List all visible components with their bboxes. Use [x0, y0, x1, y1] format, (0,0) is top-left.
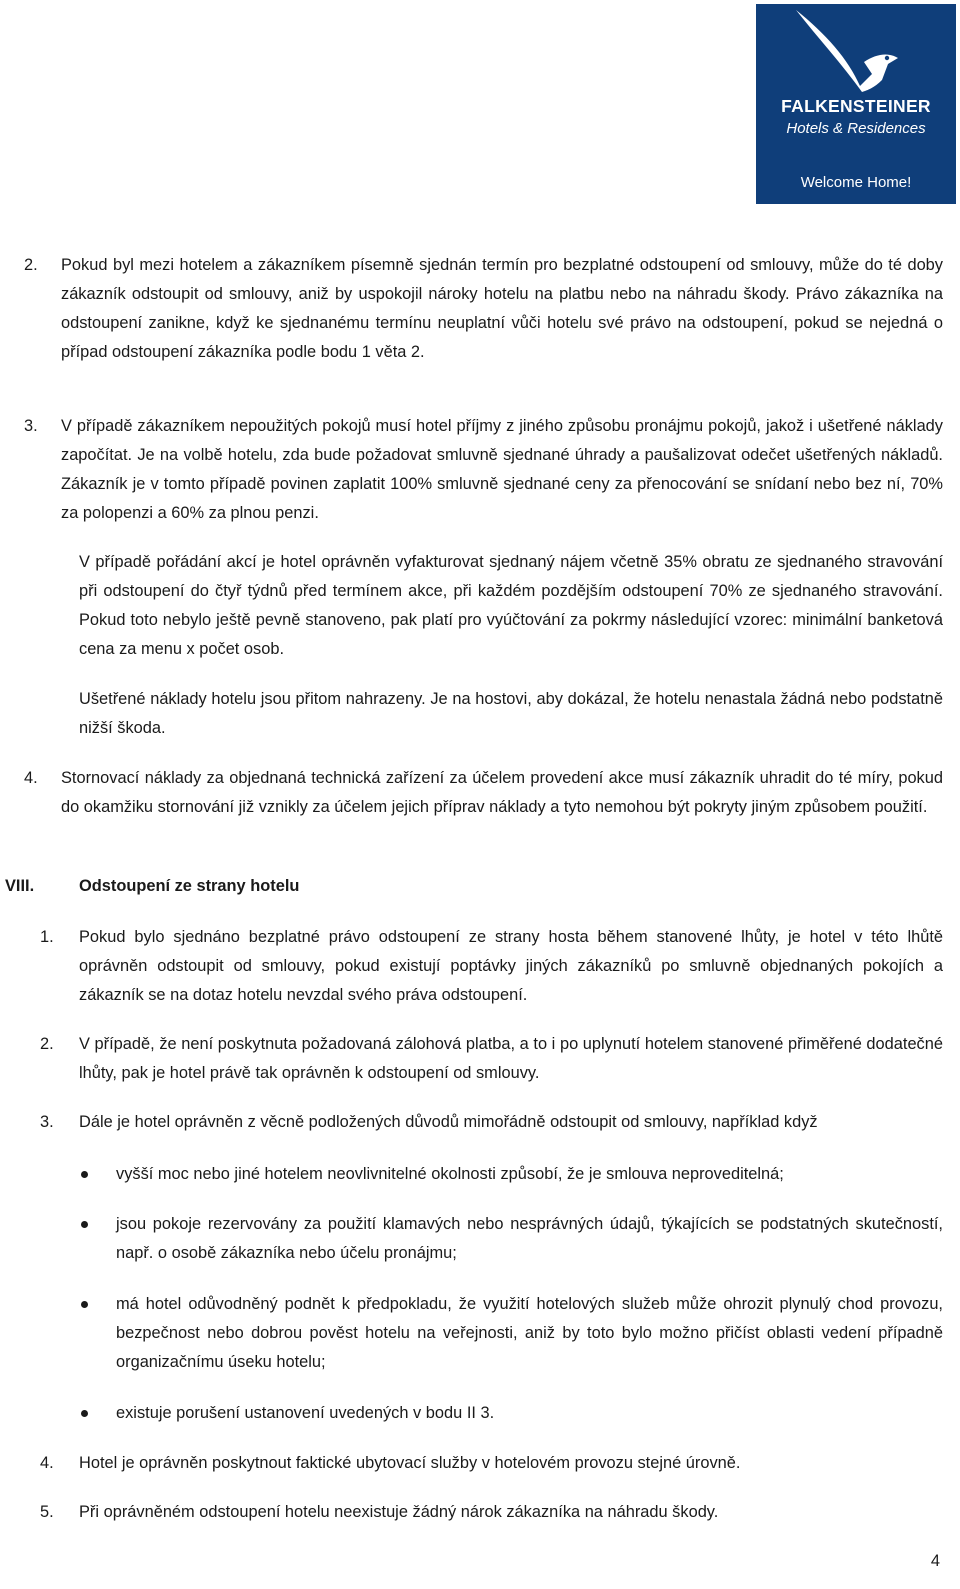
section-title: Odstoupení ze strany hotelu [79, 877, 300, 895]
item-number: 2. [24, 256, 38, 274]
paragraph-viii-4: Hotel je oprávněn poskytnout faktické ubytovací služby v hotelovém provozu stejné úrovně. [79, 1454, 741, 1472]
paragraph-vii-3: V případě zákazníkem nepoužitých pokojů musí hotel příjmy z jiného způsobu pronájmu pokojů, jakož i ušetřené náklady započítat. Je na volbě hotelu, zda bude požadovat smluvně sjednané úhrady a paušalizovat odečet ušetřených nákladů. Zákazník je v tomto případě povinen zaplatit 100% smluvně sjednané ceny za přenocování se snídaní nebo bez ní, 70% za polopenzi a 60% za plnou penzi. [61, 417, 943, 522]
paragraph-vii-4: Stornovací náklady za objednaná technická zařízení za účelem provedení akce musí zákazník uhradit do té míry, pokud do okamžiku stornování již vznikly za účelem jejich příprav náklady a tyto nemohou být pokryty jiným způsobem použití. [61, 769, 943, 816]
item-number: 2. [40, 1035, 54, 1053]
paragraph-viii-2: V případě, že není poskytnuta požadovaná zálohová platba, a to i po uplynutí hotelem stanovené přiměřené dodatečné lhůty, pak je hotel právě tak oprávněn k odstoupení od smlouvy. [79, 1035, 943, 1082]
bullet-item: jsou pokoje rezervovány za použití klamavých nebo nesprávných údajů, týkajících se podstatných skutečností, např. o osobě zákazníka nebo účelu pronájmu; [116, 1215, 943, 1262]
item-number: 3. [40, 1113, 54, 1131]
logo-slogan: Welcome Home! [800, 174, 912, 191]
item-number: 1. [40, 928, 54, 946]
paragraph-savings: Ušetřené náklady hotelu jsou přitom nahrazeny. Je na hostovi, aby dokázal, že hotelu nenastala žádná nebo podstatně nižší škoda. [79, 690, 943, 737]
bullet-item: vyšší moc nebo jiné hotelem neovlivnitelné okolnosti způsobí, že je smlouva neproveditelná; [116, 1165, 784, 1183]
item-number: 4. [40, 1454, 54, 1472]
falkensteiner-logo [756, 4, 956, 204]
bullet-item: má hotel odůvodněný podnět k předpokladu, že využití hotelových služeb může ohrozit plynulý chod provozu, bezpečnost nebo dobrou pověst hotelu na veřejnosti, aniž by toto bylo možno přičíst oblasti vedení případně organizačnímu úseku hotelu; [116, 1295, 943, 1371]
item-number: 4. [24, 769, 38, 787]
bullet-icon [81, 1301, 88, 1308]
bullet-item: existuje porušení ustanovení uvedených v bodu II 3. [116, 1404, 495, 1422]
section-number: VIII. [5, 877, 35, 895]
bullet-icon [81, 1410, 88, 1417]
paragraph-events: V případě pořádání akcí je hotel oprávněn vyfakturovat sjednaný nájem včetně 35% obratu ze sjednaného stravování při odstoupení do čtyř týdnů před termínem akce, při každém pozdějším odstoupení 70% ze sjednaného stravování. Pokud toto nebylo ještě pevně stanoveno, pak platí pro vyúčtování za pokrmy následující vzorec: minimální banketová cena za menu x počet osob. [79, 553, 943, 658]
paragraph-viii-3: Dále je hotel oprávněn z věcně podložených důvodů mimořádně odstoupit od smlouvy, například když [79, 1113, 818, 1131]
item-number: 5. [40, 1503, 54, 1521]
logo-name: FALKENSTEINER [781, 96, 931, 116]
paragraph-viii-5: Při oprávněném odstoupení hotelu neexistuje žádný nárok zákazníka na náhradu škody. [79, 1503, 719, 1521]
paragraph-viii-1: Pokud bylo sjednáno bezplatné právo odstoupení ze strany hosta během stanovené lhůty, je hotel v této lhůtě oprávněn odstoupit od smlouvy, pokud existují poptávky jiných zákazníků po smluvně objednaných pokojích a zákazník se na dotaz hotelu nevzdal svého práva odstoupení. [79, 928, 943, 1004]
logo-subtitle: Hotels & Residences [786, 120, 926, 137]
paragraph-vii-2: Pokud byl mezi hotelem a zákazníkem písemně sjednán termín pro bezplatné odstoupení od smlouvy, může do té doby zákazník odstoupit od smlouvy, aniž by uspokojil nároky hotelu na platbu nebo na náhradu škody. Právo zákazníka na odstoupení zanikne, když ke sjednanému termínu neuplatní vůči hotelu své právo na odstoupení, pokud se nejedná o případ odstoupení zákazníka podle bodu 1 věta 2. [61, 256, 943, 361]
page-number: 4 [930, 1552, 940, 1570]
bullet-icon [81, 1221, 88, 1228]
item-number: 3. [24, 417, 38, 435]
bullet-icon [81, 1171, 88, 1178]
